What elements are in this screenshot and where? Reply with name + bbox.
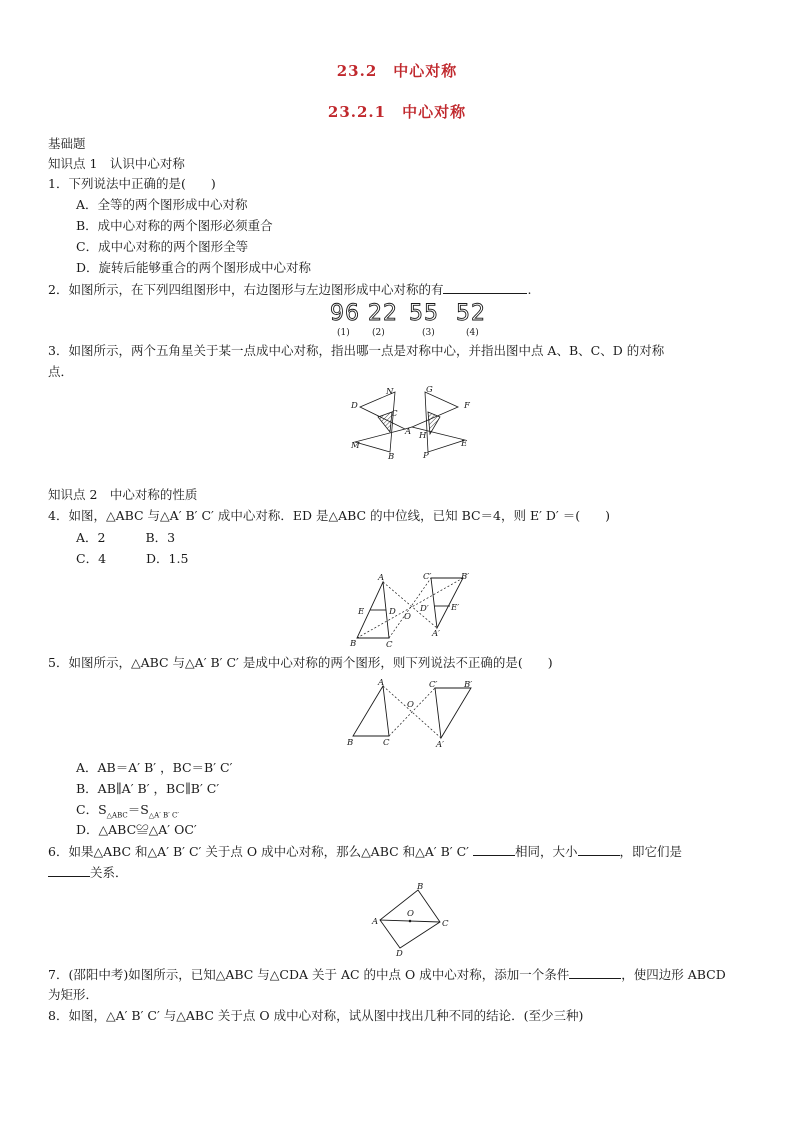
- q3-stars-figure: [340, 382, 480, 462]
- q5-triangles-figure: [345, 676, 480, 752]
- q7-line2: 为矩形．: [48, 987, 99, 1002]
- left-star: [355, 392, 405, 452]
- q4-option-a: A．2: [76, 530, 106, 545]
- q5-option-b: B．AB∥A′ B′ ，BC∥B′ C′: [76, 781, 220, 796]
- q4-options-row2: [76, 551, 188, 567]
- digit-pair-3: 55: [409, 301, 439, 326]
- q7-line1: 7．(邵阳中考)如图所示，已知△ABC 与△CDA 关于 AC 的中点 O 成中心对称，添加一个条件 ，使四边形 ABCD: [48, 967, 726, 982]
- q4-stem: 4．如图，△ABC 与△A′ B′ C′ 成中心对称．ED 是△ABC 的中位线，已知 BC＝4，则 E′ D′ ＝( ): [48, 508, 610, 523]
- q3-line1: 3．如图所示，两个五角星关于某一点成中心对称，指出哪一点是对称中心，并指出图中点 A、B、C、D 的对称: [48, 343, 665, 358]
- q5-label-A: A: [378, 678, 385, 688]
- q3-label-G: G: [426, 385, 433, 395]
- digit-pair-2: 22: [368, 301, 398, 326]
- q2-stem: 2．如图所示，在下列四组图形中，右边图形与左边图形成中心对称的有 .: [48, 282, 532, 297]
- q5-label-C: C: [383, 738, 390, 748]
- digit-pair-1: 96: [330, 301, 360, 326]
- q4-options-row1: [76, 530, 175, 546]
- triangle-abc: [353, 686, 389, 736]
- q5-label-C1: C′: [429, 680, 438, 690]
- q5-option-a: A．AB＝A′ B′ ，BC＝B′ C′: [76, 760, 233, 775]
- knowledge-point-1: 知识点 1 认识中心对称: [48, 156, 185, 171]
- q5-label-B1: B′: [464, 680, 473, 690]
- right-star: [412, 392, 465, 452]
- q4-label-B: B: [350, 639, 357, 649]
- q1-option-b: B．成中心对称的两个图形必须重合: [76, 218, 273, 233]
- q6-label-O: O: [407, 909, 414, 919]
- q5-stem: 5．如图所示，△ABC 与△A′ B′ C′ 是成中心对称的两个图形，则下列说法不正确的是( ): [48, 655, 553, 670]
- q3-line2: 点．: [48, 364, 74, 379]
- q6-label-B: B: [417, 882, 424, 892]
- q6-blank-3[interactable]: [48, 864, 90, 877]
- q6-line1: 6．如果△ABC 和△A′ B′ C′ 关于点 O 成中心对称，那么△ABC 和△A′ B′ C′ 相同，大小 ，即它们是: [48, 844, 683, 859]
- q3-label-H: H: [419, 431, 427, 441]
- quadrilateral-abcd: [380, 890, 440, 948]
- section-heading: 基础题: [48, 136, 86, 151]
- q2-digit-figure: [330, 296, 500, 340]
- q6-label-C: C: [442, 919, 449, 929]
- q4-label-D: D: [389, 607, 396, 617]
- q5-option-d: D．△ABC≌△A′ OC′: [76, 822, 197, 837]
- q3-label-E: E: [461, 439, 468, 449]
- q4-option-b: B．3: [145, 530, 176, 545]
- q3-label-N: N: [386, 387, 394, 397]
- center-point-o: [409, 920, 412, 923]
- q5-label-B: B: [347, 738, 354, 748]
- q6-label-A: A: [372, 917, 379, 927]
- digit-label-3: (3): [422, 328, 435, 338]
- q5-label-O: O: [407, 700, 414, 710]
- q6-label-D: D: [396, 949, 403, 956]
- q3-label-P: P: [423, 451, 429, 461]
- q6-quadrilateral-figure: [370, 882, 454, 956]
- q4-label-O: O: [404, 612, 411, 622]
- q6-blank-2[interactable]: [578, 843, 620, 856]
- q3-label-D: D: [351, 401, 358, 411]
- digit-pair-4: 52: [456, 301, 486, 326]
- q4-label-C: C: [386, 640, 393, 650]
- q4-label-E1: E′: [451, 603, 460, 613]
- left-hatch: [378, 412, 392, 432]
- q1-option-d: D．旋转后能够重合的两个图形成中心对称: [76, 260, 312, 275]
- page-title: 23.2 中心对称: [336, 62, 458, 80]
- digit-label-1: (1): [337, 328, 350, 338]
- q6-line2: 关系．: [48, 864, 128, 881]
- q4-label-A: A: [378, 573, 385, 583]
- q3-label-F: F: [464, 401, 470, 411]
- digit-label-4: (4): [466, 328, 479, 338]
- q5-option-c: C．$S_{\triangle ABC}=S_{\triangle A' B' C'}$: [76, 802, 179, 820]
- digit-label-2: (2): [372, 328, 385, 338]
- q7-answer-blank[interactable]: [569, 966, 621, 979]
- q4-option-c: C．4: [76, 551, 107, 566]
- q1-option-a: A．全等的两个图形成中心对称: [76, 197, 248, 212]
- q3-label-M: M: [351, 441, 360, 451]
- q4-option-d: D．1.5: [146, 551, 189, 566]
- q4-label-D1: D′: [420, 604, 429, 614]
- q4-label-E: E: [358, 607, 365, 617]
- q4-label-A1: A′: [432, 629, 441, 639]
- q4-triangles-figure: [345, 570, 475, 650]
- q4-label-B1: B′: [461, 572, 470, 582]
- knowledge-point-2: 知识点 2 中心对称的性质: [48, 487, 198, 502]
- q2-answer-blank[interactable]: [443, 281, 527, 294]
- q1-stem: 1．下列说法中正确的是( ): [48, 176, 216, 191]
- page-subtitle: 23.2.1 中心对称: [327, 103, 467, 121]
- q6-blank-1[interactable]: [473, 843, 515, 856]
- q5-label-A1: A′: [436, 740, 445, 750]
- q3-label-B: B: [388, 452, 395, 462]
- triangle-a1b1c1: [435, 688, 471, 738]
- q1-option-c: C．成中心对称的两个图形全等: [76, 239, 249, 254]
- q8-stem: 8．如图，△A′ B′ C′ 与△ABC 关于点 O 成中心对称，试从图中找出几种不同的结论．(至少三种): [48, 1008, 584, 1023]
- q3-label-A: A: [405, 427, 412, 437]
- q4-label-C1: C′: [423, 572, 432, 582]
- q3-label-C: C: [391, 409, 398, 419]
